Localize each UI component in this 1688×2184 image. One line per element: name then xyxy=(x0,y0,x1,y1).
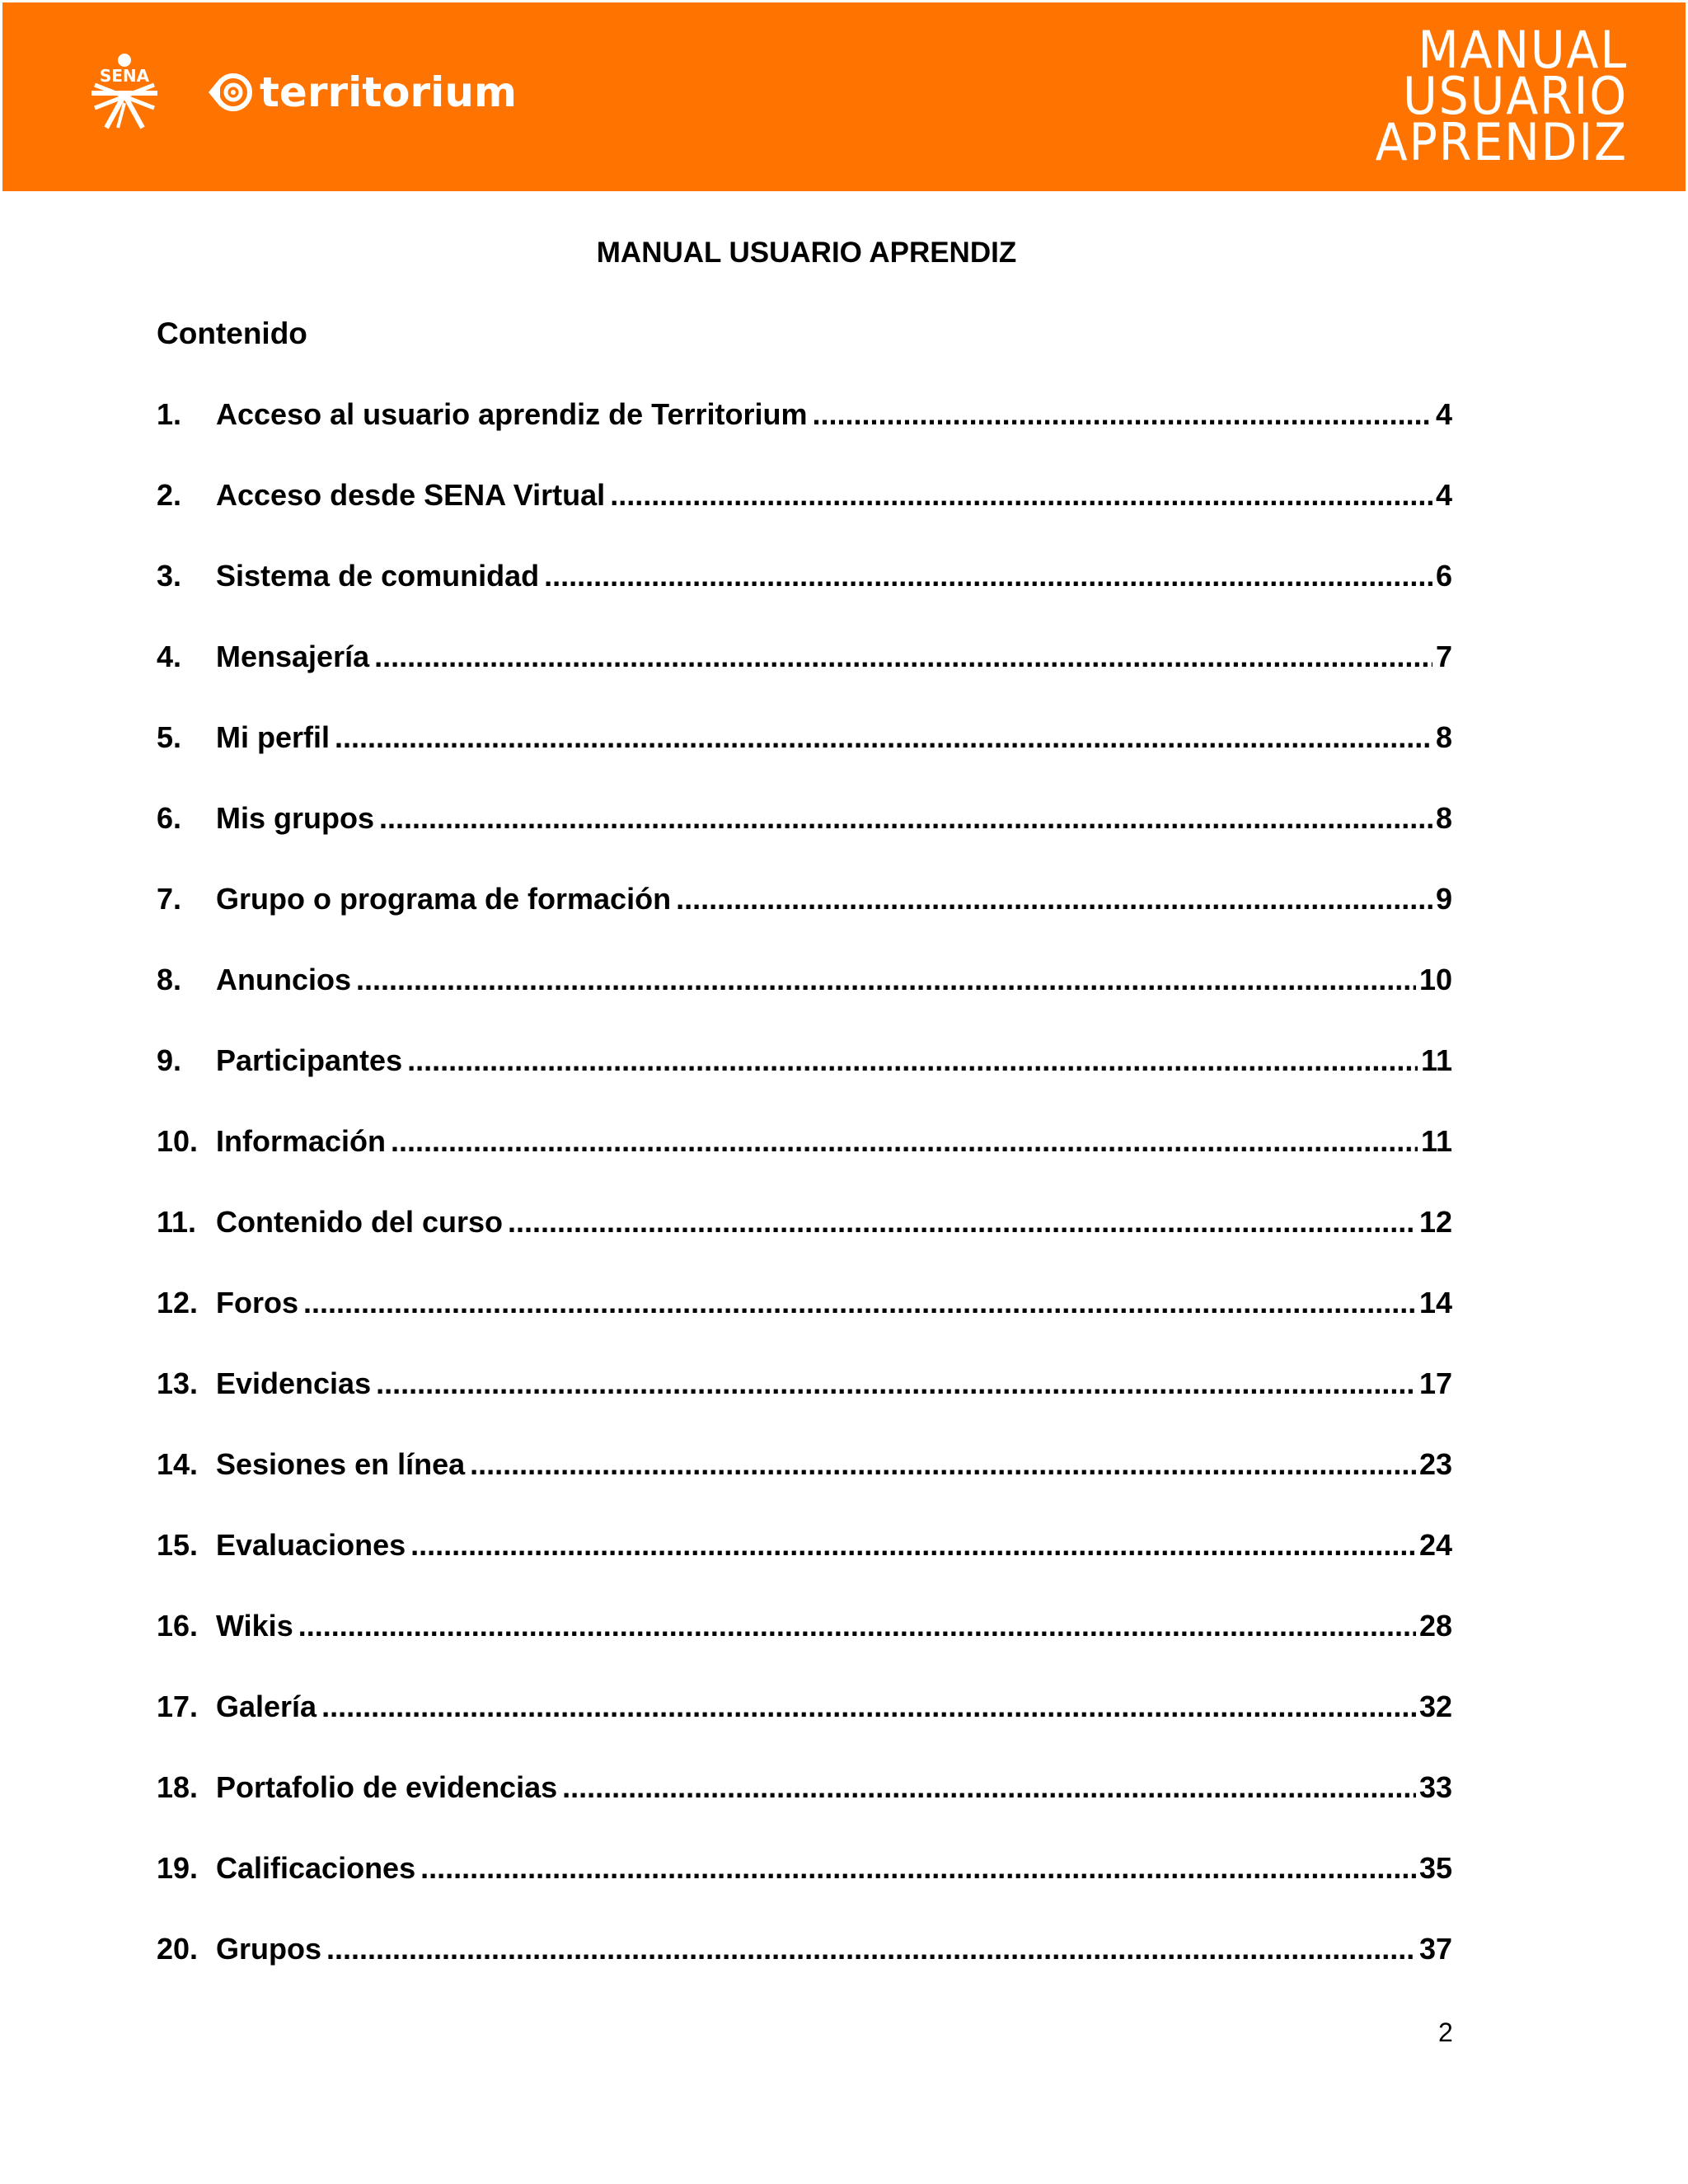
toc-entry[interactable] xyxy=(157,1606,1452,1687)
toc-entry-page: 24 xyxy=(1418,1528,1452,1562)
toc-entry-number: 16. xyxy=(157,1609,199,1643)
toc-entry[interactable] xyxy=(157,1122,1452,1202)
header-title-line: MANUAL xyxy=(1418,20,1628,80)
toc-entry-number: 11. xyxy=(157,1205,197,1239)
toc-entry-label: Información xyxy=(216,1124,387,1158)
header-title-line: USUARIO xyxy=(1403,66,1628,126)
toc-entry-label: Galería xyxy=(216,1690,317,1723)
toc-entry-page: 7 xyxy=(1435,640,1452,673)
toc-entry[interactable] xyxy=(157,1849,1452,1929)
document-title: MANUAL USUARIO APRENDIZ xyxy=(596,237,1017,269)
toc-dot-leader xyxy=(562,1768,1416,1807)
toc-entry-number: 5. xyxy=(157,720,182,754)
toc-entry-page: 28 xyxy=(1418,1609,1452,1643)
toc-entry-label: Sesiones en línea xyxy=(216,1447,466,1481)
page-number: 2 xyxy=(1438,2018,1453,2047)
toc-dot-leader xyxy=(321,1687,1416,1727)
toc-entry-label: Anuncios xyxy=(216,963,352,996)
page-header-banner xyxy=(2,2,1686,191)
territorium-logo-text: territorium xyxy=(260,68,518,116)
toc-entry-label: Sistema de comunidad xyxy=(216,559,540,593)
toc-entry-label: Calificaciones xyxy=(216,1851,416,1885)
toc-entry[interactable] xyxy=(157,718,1452,799)
toc-entry-page: 11 xyxy=(1420,1043,1452,1077)
toc-entry[interactable] xyxy=(157,799,1452,879)
toc-entry[interactable] xyxy=(157,879,1452,960)
toc-entry-page: 23 xyxy=(1418,1447,1452,1481)
toc-entry-number: 6. xyxy=(157,801,182,835)
target-icon xyxy=(204,67,255,118)
toc-entry-number: 19. xyxy=(157,1851,199,1885)
toc-entry[interactable] xyxy=(157,1445,1452,1526)
sena-logo xyxy=(85,52,164,131)
toc-entry[interactable] xyxy=(157,556,1452,637)
toc-dot-leader xyxy=(508,1202,1416,1242)
toc-entry-label: Evaluaciones xyxy=(216,1528,406,1562)
toc-entry-page: 11 xyxy=(1420,1124,1452,1158)
toc-dot-leader xyxy=(303,1283,1416,1323)
toc-entry[interactable] xyxy=(157,960,1452,1041)
toc-entry-number: 20. xyxy=(157,1932,199,1966)
toc-entry-label: Grupos xyxy=(216,1932,322,1966)
toc-entry-number: 4. xyxy=(157,640,182,673)
toc-entry[interactable] xyxy=(157,1526,1452,1606)
toc-dot-leader xyxy=(374,637,1432,677)
toc-dot-leader xyxy=(813,395,1432,434)
toc-dot-leader xyxy=(470,1445,1416,1484)
toc-entry-page: 35 xyxy=(1418,1851,1452,1885)
contents-heading: Contenido xyxy=(157,316,307,350)
toc-entry-number: 3. xyxy=(157,559,182,593)
toc-dot-leader xyxy=(407,1041,1418,1080)
toc-entry[interactable] xyxy=(157,1687,1452,1768)
toc-entry-label: Portafolio de evidencias xyxy=(216,1770,558,1804)
toc-entry-label: Acceso desde SENA Virtual xyxy=(216,478,606,512)
toc-entry-number: 7. xyxy=(157,882,182,916)
toc-entry-page: 6 xyxy=(1435,559,1452,593)
toc-entry-label: Acceso al usuario aprendiz de Territorium xyxy=(216,397,808,431)
toc-entry[interactable] xyxy=(157,476,1452,556)
toc-entry[interactable] xyxy=(157,637,1452,718)
toc-entry-number: 17. xyxy=(157,1690,199,1723)
toc-dot-leader xyxy=(544,556,1432,596)
toc-dot-leader xyxy=(410,1526,1416,1565)
toc-dot-leader xyxy=(298,1606,1416,1646)
toc-dot-leader xyxy=(376,1364,1416,1404)
toc-entry-page: 33 xyxy=(1418,1770,1452,1804)
toc-entry[interactable] xyxy=(157,1283,1452,1364)
toc-entry-label: Mensajería xyxy=(216,640,370,673)
toc-entry-page: 10 xyxy=(1418,963,1452,996)
toc-dot-leader xyxy=(420,1849,1416,1888)
toc-dot-leader xyxy=(610,476,1432,515)
toc-entry-label: Mis grupos xyxy=(216,801,375,835)
territorium-logo xyxy=(204,63,517,121)
toc-entry[interactable] xyxy=(157,1768,1452,1849)
toc-dot-leader xyxy=(391,1122,1418,1161)
toc-entry-number: 14. xyxy=(157,1447,199,1481)
toc-entry[interactable] xyxy=(157,1202,1452,1283)
toc-dot-leader xyxy=(379,799,1432,838)
toc-entry[interactable] xyxy=(157,395,1452,476)
toc-entry-page: 14 xyxy=(1418,1286,1452,1319)
toc-entry-label: Contenido del curso xyxy=(216,1205,504,1239)
toc-dot-leader xyxy=(326,1929,1416,1969)
toc-entry-page: 4 xyxy=(1435,478,1452,512)
toc-entry-page: 17 xyxy=(1418,1366,1452,1400)
toc-entry[interactable] xyxy=(157,1041,1452,1122)
toc-entry-page: 32 xyxy=(1418,1690,1452,1723)
toc-entry-page: 12 xyxy=(1418,1205,1452,1239)
toc-entry-label: Grupo o programa de formación xyxy=(216,882,672,916)
toc-dot-leader xyxy=(335,718,1432,757)
header-title-line: APRENDIZ xyxy=(1375,112,1628,172)
toc-entry-number: 9. xyxy=(157,1043,182,1077)
toc-entry-page: 8 xyxy=(1435,720,1452,754)
sena-logo-icon xyxy=(85,52,164,131)
toc-entry-label: Evidencias xyxy=(216,1366,372,1400)
table-of-contents xyxy=(157,395,1452,2010)
header-manual-title xyxy=(1375,20,1628,172)
toc-entry-page: 8 xyxy=(1435,801,1452,835)
toc-entry-number: 2. xyxy=(157,478,182,512)
toc-entry-page: 4 xyxy=(1435,397,1452,431)
toc-entry-label: Wikis xyxy=(216,1609,293,1643)
toc-dot-leader xyxy=(356,960,1416,1000)
toc-entry[interactable] xyxy=(157,1929,1452,2010)
toc-entry[interactable] xyxy=(157,1364,1452,1445)
toc-entry-label: Mi perfil xyxy=(216,720,331,754)
toc-entry-number: 15. xyxy=(157,1528,199,1562)
toc-dot-leader xyxy=(676,879,1432,919)
toc-entry-label: Foros xyxy=(216,1286,299,1319)
toc-entry-label: Participantes xyxy=(216,1043,403,1077)
sena-logo-text: SENA xyxy=(99,66,150,86)
toc-entry-number: 8. xyxy=(157,963,182,996)
toc-entry-number: 10. xyxy=(157,1124,199,1158)
toc-entry-number: 18. xyxy=(157,1770,199,1804)
toc-entry-number: 1. xyxy=(157,397,182,431)
toc-entry-page: 9 xyxy=(1435,882,1452,916)
toc-entry-number: 13. xyxy=(157,1366,199,1400)
toc-entry-page: 37 xyxy=(1418,1932,1452,1966)
toc-entry-number: 12. xyxy=(157,1286,199,1319)
